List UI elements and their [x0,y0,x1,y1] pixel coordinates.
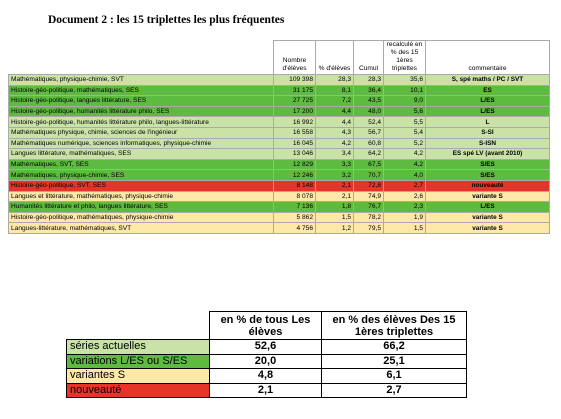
recalc-pct: 2,7 [384,180,426,191]
summary-table [66,311,467,398]
triplette-name: Histoire-géo-politique, SVT, SES [9,180,274,191]
pct-eleves: 4,4 [316,117,354,128]
recalc-pct: 5,5 [384,117,426,128]
cumul: 43,5 [354,96,384,107]
nombre-eleves: 8 078 [274,191,316,202]
triplette-name: Histoire-géo-politique, mathématiques, physique-chimie [9,212,274,223]
recalc-pct: 2,3 [384,202,426,213]
summary-pct-top15: 2,7 [322,383,467,398]
nombre-eleves: 5 862 [274,212,316,223]
triplette-name: Humanités littérature et philo, langues littérature, SES [9,202,274,213]
triplette-row [9,106,550,117]
triplette-row [9,85,550,96]
recalc-pct: 4,0 [384,170,426,181]
summary-blank-header-cell [67,312,210,340]
nombre-eleves: 109 398 [274,75,316,86]
cumul: 72,8 [354,180,384,191]
commentaire: S-ISN [426,138,550,149]
summary-pct-top15: 6,1 [322,369,467,384]
triplette-row [9,223,550,234]
recalc-pct: 10,1 [384,85,426,96]
recalc-pct: 5,2 [384,138,426,149]
triplette-name: Mathématiques, physique-chimie, SVT [9,75,274,86]
cumul: 76,7 [354,202,384,213]
summary-row [67,369,467,384]
nombre-eleves: 31 175 [274,85,316,96]
summary-header-all: en % de tous Les élèves [210,312,322,340]
triplettes-table-body [9,75,550,234]
summary-pct-all: 20,0 [210,354,322,369]
header-recalc: recalculé en % des 15 1ères triplettes [384,41,426,75]
commentaire: ES [426,85,550,96]
triplette-row [9,127,550,138]
recalc-pct: 1,5 [384,223,426,234]
triplette-row [9,170,550,181]
triplette-row [9,202,550,213]
nombre-eleves: 4 756 [274,223,316,234]
pct-eleves: 1,2 [316,223,354,234]
summary-table-body [67,340,467,398]
pct-eleves: 2,1 [316,191,354,202]
commentaire: S-SI [426,127,550,138]
triplette-row [9,138,550,149]
cumul: 78,2 [354,212,384,223]
commentaire: L/ES [426,106,550,117]
pct-eleves: 28,3 [316,75,354,86]
summary-row [67,354,467,369]
triplettes-header-row [9,41,550,75]
nombre-eleves: 27 725 [274,96,316,107]
cumul: 74,9 [354,191,384,202]
nombre-eleves: 16 992 [274,117,316,128]
commentaire: S/ES [426,159,550,170]
summary-pct-all: 52,6 [210,340,322,355]
nombre-eleves: 17 200 [274,106,316,117]
cumul: 60,8 [354,138,384,149]
pct-eleves: 2,1 [316,180,354,191]
cumul: 56,7 [354,127,384,138]
commentaire: variante S [426,212,550,223]
triplette-row [9,180,550,191]
summary-pct-all: 2,1 [210,383,322,398]
pct-eleves: 1,8 [316,202,354,213]
header-cumul: Cumul [354,41,384,75]
triplette-name: Mathématiques numérique, sciences informatiques, physique-chimie [9,138,274,149]
triplette-row [9,149,550,160]
nombre-eleves: 13 046 [274,149,316,160]
commentaire: variante S [426,191,550,202]
cumul: 28,3 [354,75,384,86]
cumul: 67,5 [354,159,384,170]
cumul: 48,0 [354,106,384,117]
summary-label: nouveauté [67,383,210,398]
header-nombre: Nombre d'élèves [274,41,316,75]
nombre-eleves: 8 148 [274,180,316,191]
pct-eleves: 4,4 [316,106,354,117]
summary-header-top15: en % des élèves Des 15 1ères triplettes [322,312,467,340]
triplette-name: Langues-littérature, mathématiques, SVT [9,223,274,234]
recalc-pct: 5,6 [384,106,426,117]
summary-label: variations L/ES ou S/ES [67,354,210,369]
triplette-name: Langues littérature, mathématiques, SES [9,149,274,160]
summary-pct-all: 4,8 [210,369,322,384]
triplettes-table [8,40,550,234]
recalc-pct: 4,2 [384,159,426,170]
commentaire: S, spé maths / PC / SVT [426,75,550,86]
nombre-eleves: 7 136 [274,202,316,213]
cumul: 64,2 [354,149,384,160]
triplette-name: Langues et littérature, mathématiques, physique-chimie [9,191,274,202]
cumul: 36,4 [354,85,384,96]
recalc-pct: 9,0 [384,96,426,107]
nombre-eleves: 16 045 [274,138,316,149]
triplette-name: Mathématiques, SVT, SES [9,159,274,170]
document-title: Document 2 : les 15 triplettes les plus fréquentes [48,14,285,26]
triplette-row [9,75,550,86]
nombre-eleves: 12 246 [274,170,316,181]
summary-pct-top15: 66,2 [322,340,467,355]
pct-eleves: 7,2 [316,96,354,107]
triplette-name: Histoire-géo-politique, langues littérature, SES [9,96,274,107]
triplette-name: Mathématiques physique, chimie, sciences de l'ingénieur [9,127,274,138]
cumul: 52,4 [354,117,384,128]
pct-eleves: 1,5 [316,212,354,223]
triplette-row [9,159,550,170]
recalc-pct: 5,4 [384,127,426,138]
summary-label: variantes S [67,369,210,384]
triplette-row [9,96,550,107]
nombre-eleves: 12 829 [274,159,316,170]
header-commentaire: commentaire [426,41,550,75]
cumul: 79,5 [354,223,384,234]
commentaire: nouveauté [426,180,550,191]
pct-eleves: 3,4 [316,149,354,160]
commentaire: ES spé LV (avant 2010) [426,149,550,160]
pct-eleves: 3,3 [316,159,354,170]
triplette-name: Mathématiques, physique-chimie, SES [9,170,274,181]
recalc-pct: 4,2 [384,149,426,160]
recalc-pct: 35,6 [384,75,426,86]
triplette-row [9,191,550,202]
nombre-eleves: 16 558 [274,127,316,138]
pct-eleves: 3,2 [316,170,354,181]
cumul: 70,7 [354,170,384,181]
commentaire: L/ES [426,96,550,107]
recalc-pct: 2,6 [384,191,426,202]
blank-header-cell [9,41,274,75]
recalc-pct: 1,9 [384,212,426,223]
commentaire: variante S [426,223,550,234]
triplette-row [9,117,550,128]
commentaire: L [426,117,550,128]
header-pct: % d'élèves [316,41,354,75]
pct-eleves: 4,2 [316,138,354,149]
triplette-row [9,212,550,223]
commentaire: L/ES [426,202,550,213]
summary-row [67,340,467,355]
summary-pct-top15: 25,1 [322,354,467,369]
triplette-name: Histoire-géo-politique, humanités littérature philo, langues-littérature [9,117,274,128]
summary-header-row [67,312,467,340]
summary-label: séries actuelles [67,340,210,355]
triplette-name: Histoire-géo-politique, humanités littérature philo, SES [9,106,274,117]
summary-row [67,383,467,398]
triplette-name: Histoire-géo-politique, mathématiques, SES [9,85,274,96]
pct-eleves: 4,3 [316,127,354,138]
pct-eleves: 8,1 [316,85,354,96]
commentaire: S/ES [426,170,550,181]
